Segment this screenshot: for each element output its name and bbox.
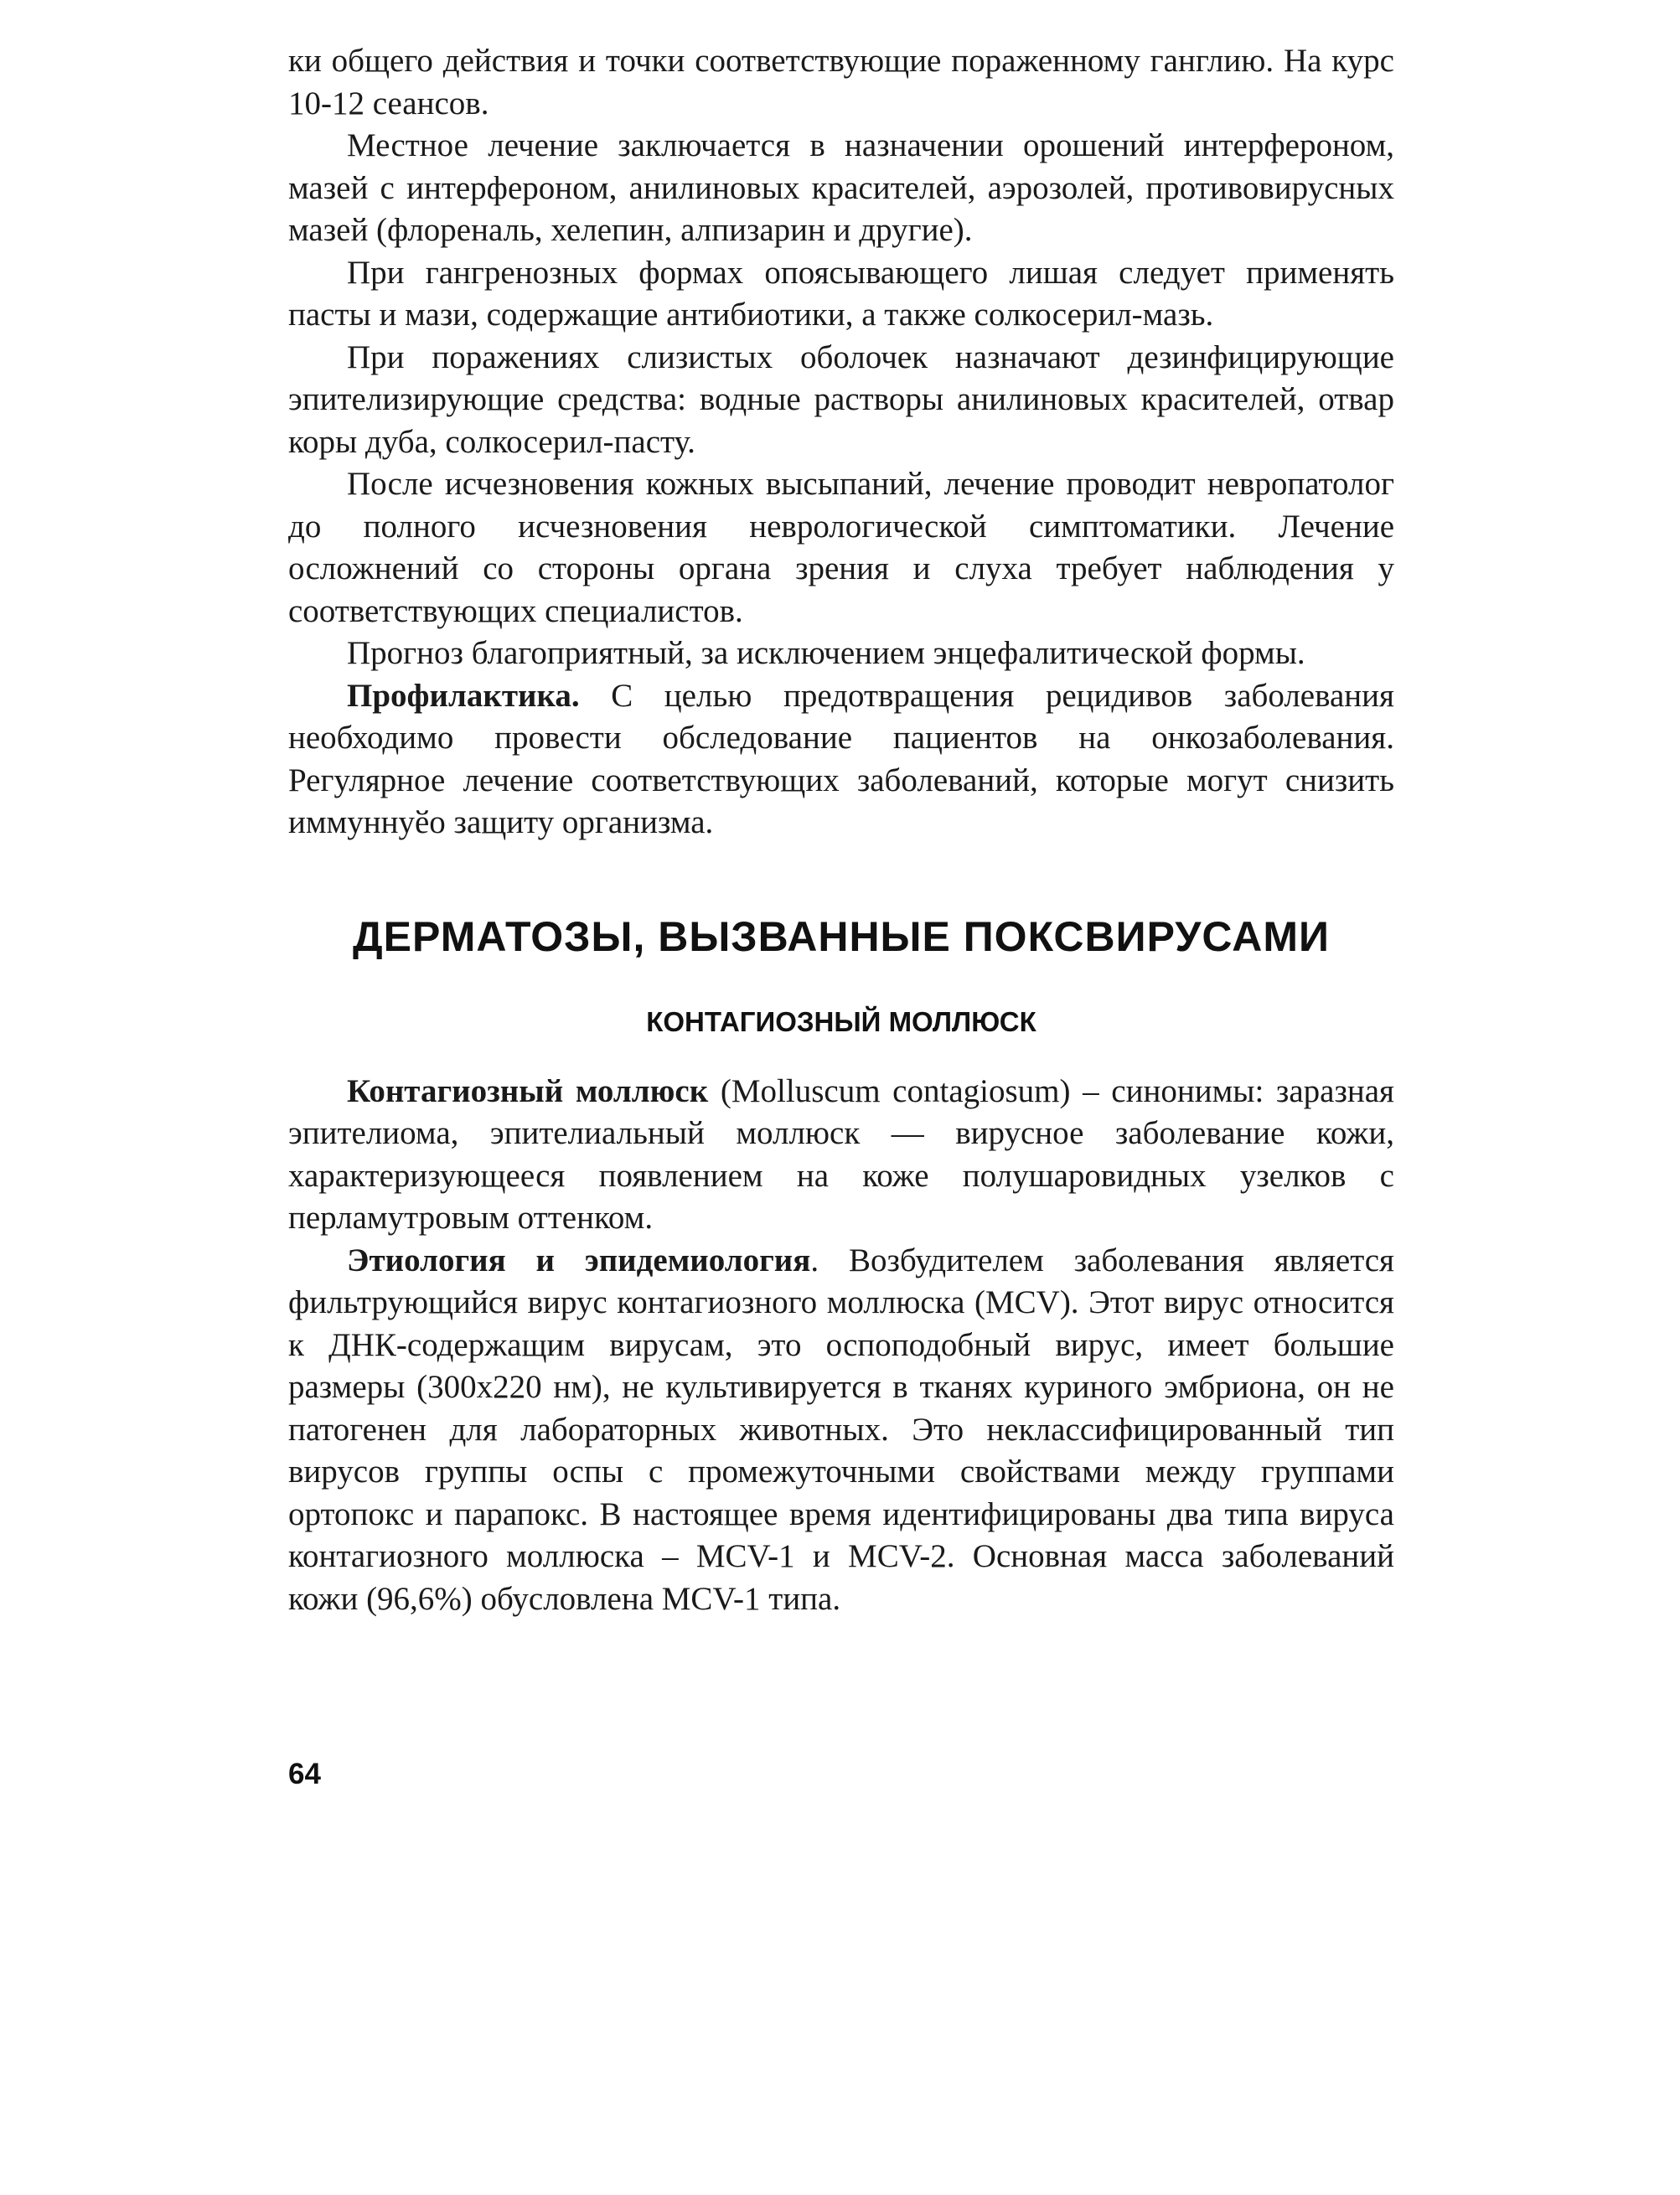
paragraph xyxy=(288,252,1394,337)
paragraph-definition xyxy=(288,1071,1394,1240)
paragraph-etiology xyxy=(288,1240,1394,1621)
paragraph-lead: Профилактика. xyxy=(347,677,580,714)
paragraph-prophylaxis xyxy=(288,675,1394,844)
paragraph xyxy=(288,463,1394,633)
paragraph-text: ки общего действия и точки соответствующие пораженному ганглию. На курс 10-12 сеансов. xyxy=(288,43,1394,121)
paragraph-text: После исчезновения кожных высыпаний, лечение проводит невропатолог до полного исчезновения неврологической симптоматики. Лечение осложнений со стороны органа зрения и слуха требует наблюдения у соответствующих специалистов. xyxy=(288,466,1394,629)
paragraph-text: С целью предотвращения рецидивов заболевания необходимо провести обследование пациентов на онкозаболевания. Регулярное лечение соответствующих заболеваний, которые могут снизить иммуннуӗо защиту организма. xyxy=(288,677,1394,840)
paragraph xyxy=(288,40,1394,125)
chapter-heading: ДЕРМАТОЗЫ, ВЫЗВАННЫЕ ПОКСВИРУСАМИ xyxy=(353,912,1330,960)
paragraph-lead: Контагиозный моллюск xyxy=(347,1072,709,1109)
section-heading: КОНТАГИОЗНЫЙ МОЛЛЮСК xyxy=(646,1005,1036,1037)
paragraph-text: При гангренозных формах опоясывающего лишая следует применять пасты и мази, содержащие антибиотики, а также солкосерил-мазь. xyxy=(288,254,1394,333)
paragraph xyxy=(288,337,1394,464)
paragraph-lead: Этиология и эпидемиология xyxy=(347,1242,811,1278)
paragraph-text: . Возбудителем заболевания является фильтрующийся вирус контагиозного моллюска (MCV). Этот вирус относится к ДНК-содержащим вирусам, это оспоподобный вирус, имеет большие размеры (300х220 нм), не культивируется в тканях куриного эмбриона, он не патогенен для лабораторных животных. Это неклассифицированный тип вирусов группы оспы с промежуточными свойствами между группами ортопокс и парапокс. В настоящее время идентифицированы два типа вируса контагиозного моллюска – MCV-1 и MCV-2. Основная масса заболеваний кожи (96,6%) обусловлена MCV-1 типа. xyxy=(288,1242,1394,1617)
paragraph-text: При поражениях слизистых оболочек назначают дезинфицирующие эпителизирующие средства: водные растворы анилиновых красителей, отвар коры дуба, солкосерил-пасту. xyxy=(288,338,1394,460)
paragraph-text: (Molluscum contagiosum) – синонимы: заразная эпителиома, эпителиальный моллюск — вирусное заболевание кожи, характеризующееся появлением на коже полушаровидных узелков с перламутровым оттенком. xyxy=(288,1072,1394,1236)
paragraph-text: Прогноз благоприятный, за исключением энцефалитической формы. xyxy=(347,635,1305,671)
paragraph xyxy=(288,633,1394,675)
paragraph xyxy=(288,125,1394,252)
paragraph-text: Местное лечение заключается в назначении орошений интерфероном, мазей с интерфероном, анилиновых красителей, аэрозолей, противовирусных мазей (флореналь, хелепин, алпизарин и другие). xyxy=(288,127,1394,248)
page-number: 64 xyxy=(288,1758,321,1790)
body-text xyxy=(288,40,1394,1620)
